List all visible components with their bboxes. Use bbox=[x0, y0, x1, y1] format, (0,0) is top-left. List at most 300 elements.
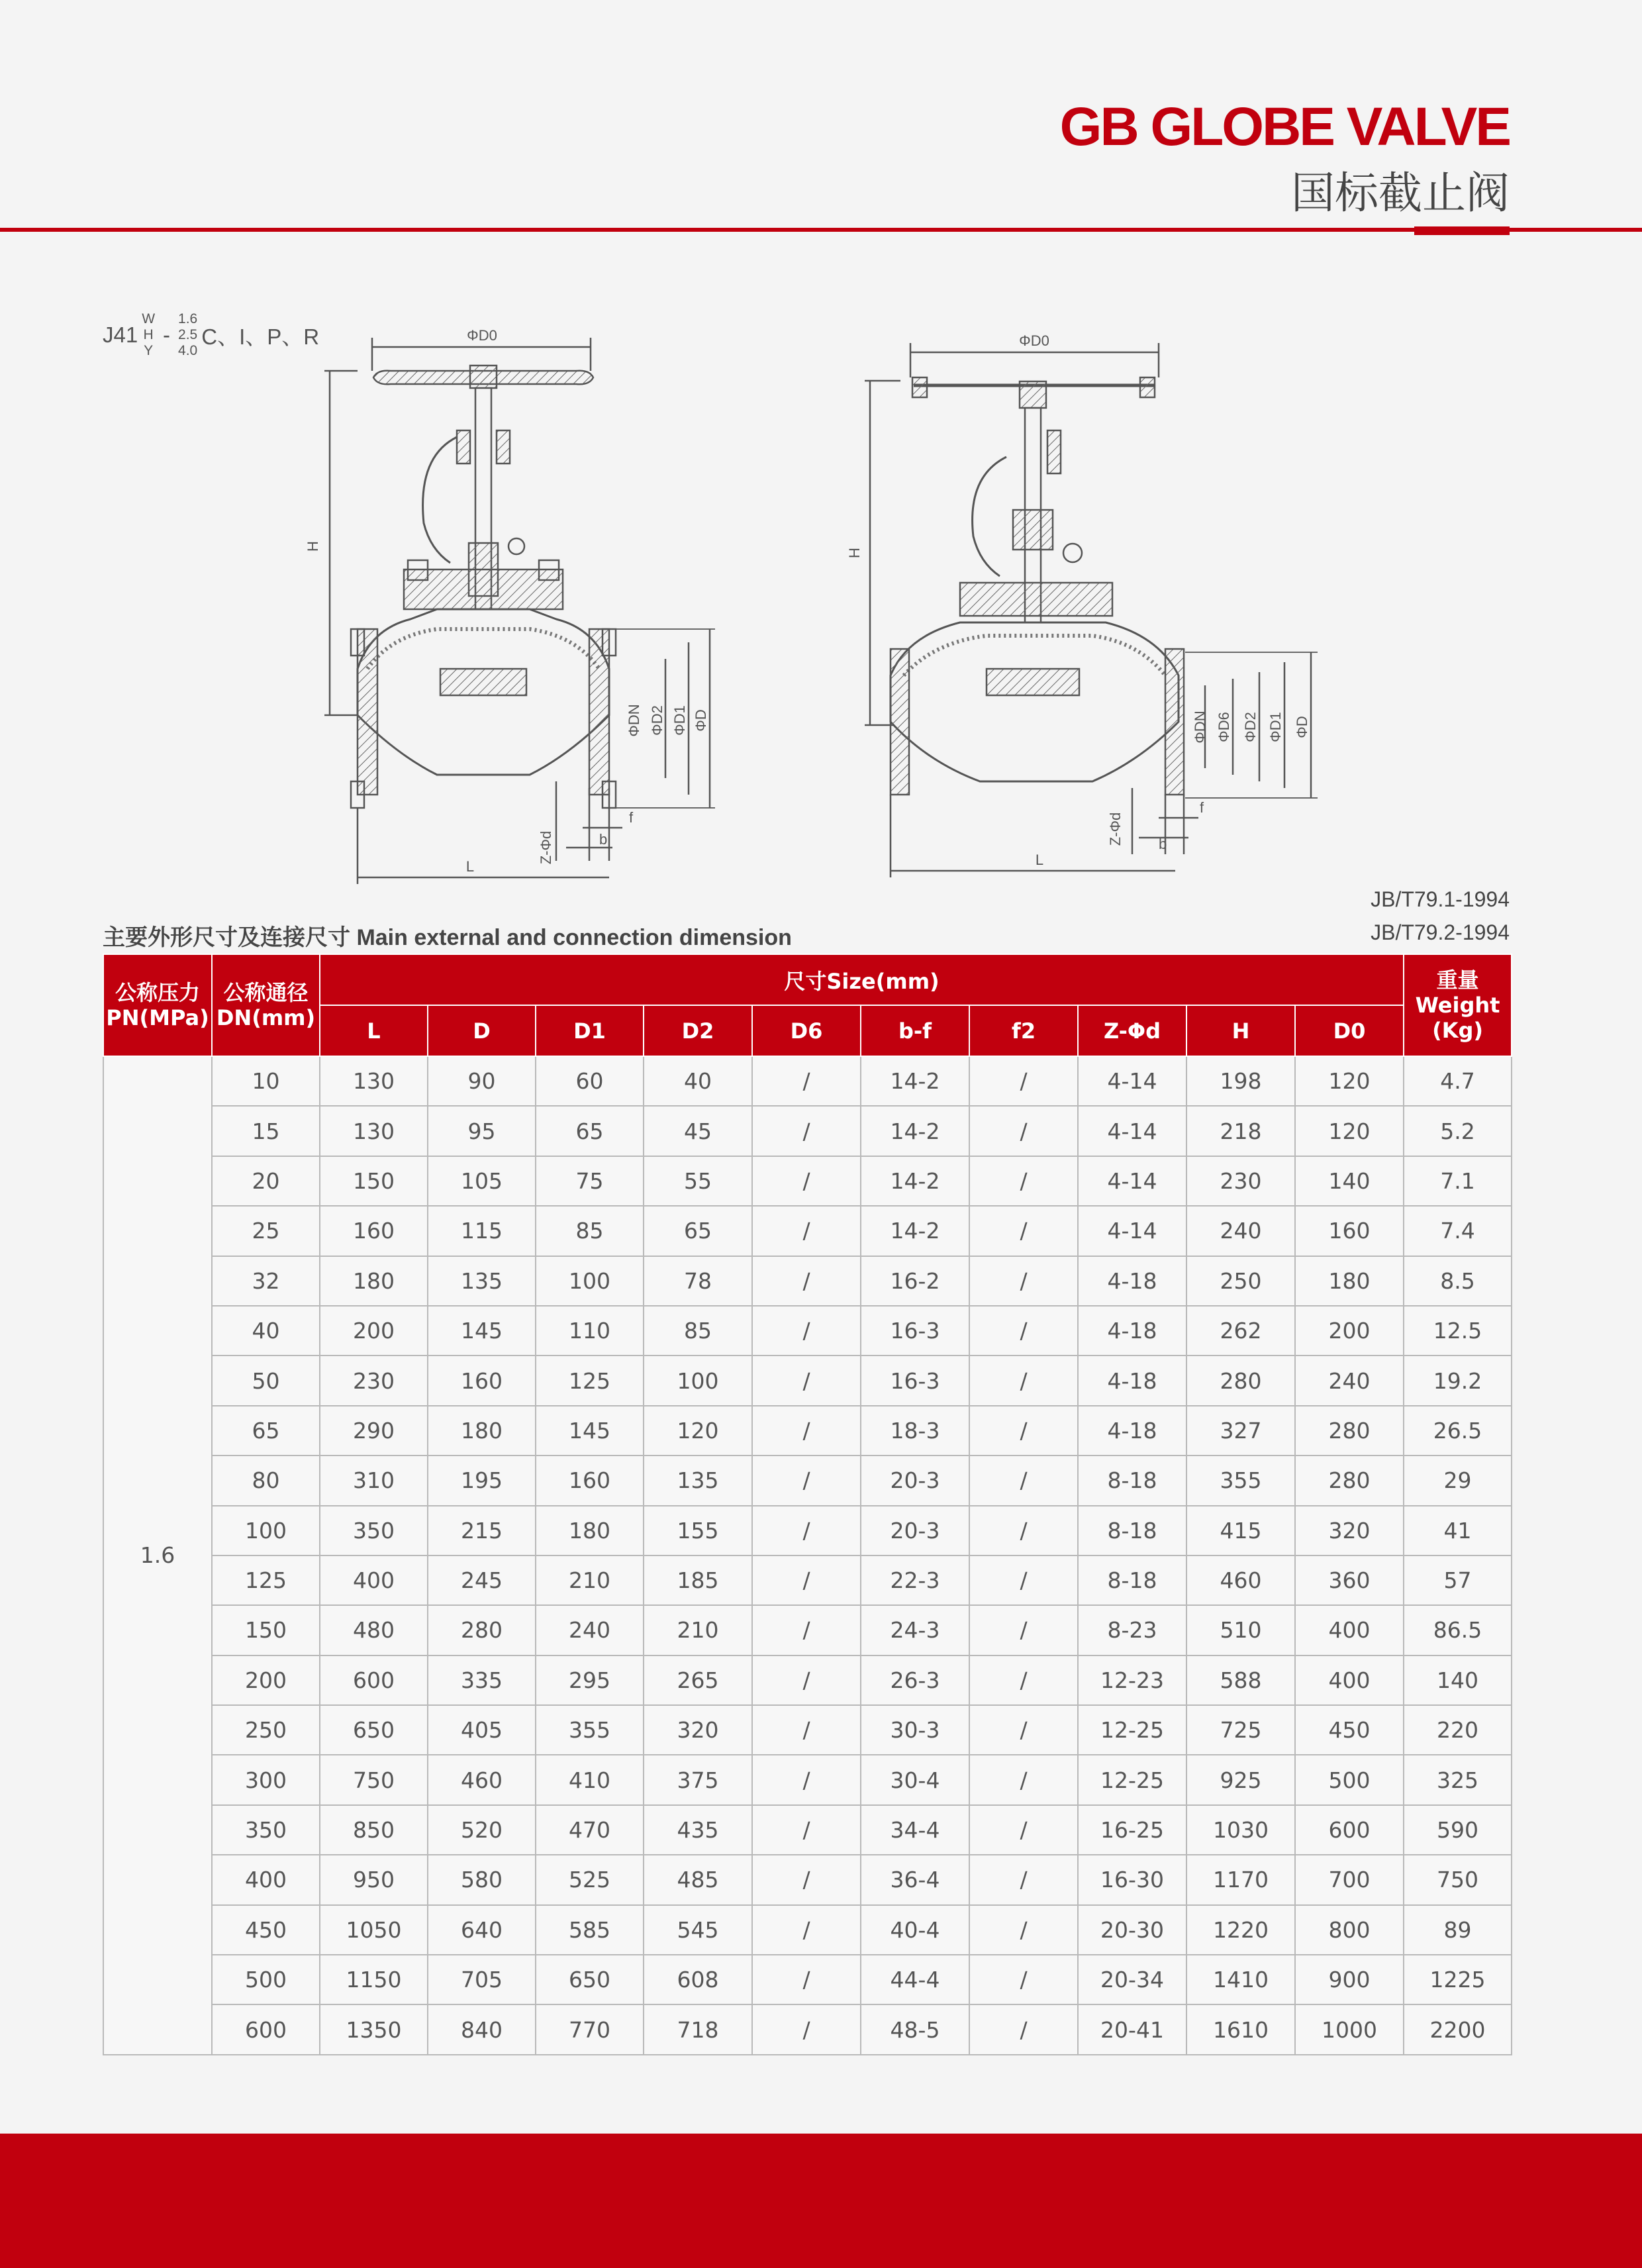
table-cell: 20-30 bbox=[1078, 1905, 1186, 1955]
header-dn: 公称通径 DN(mm) bbox=[212, 954, 320, 1056]
table-cell: / bbox=[752, 1555, 861, 1605]
table-cell: 200 bbox=[212, 1655, 320, 1705]
table-cell: 1050 bbox=[320, 1905, 428, 1955]
table-cell: 1410 bbox=[1186, 1955, 1295, 2004]
table-row bbox=[103, 1705, 1512, 1755]
table-cell: 470 bbox=[536, 1805, 644, 1855]
table-cell: 925 bbox=[1186, 1755, 1295, 1804]
table-cell: / bbox=[969, 1805, 1078, 1855]
table-cell: 520 bbox=[428, 1805, 536, 1855]
table-cell: 4-14 bbox=[1078, 1106, 1186, 1156]
table-cell: 640 bbox=[428, 1905, 536, 1955]
table-row bbox=[103, 1455, 1512, 1505]
table-cell: 65 bbox=[644, 1206, 752, 1256]
model-prefix: J41 bbox=[103, 322, 138, 347]
table-cell: 16-3 bbox=[861, 1356, 969, 1405]
table-cell: 350 bbox=[320, 1506, 428, 1555]
table-cell: 480 bbox=[320, 1605, 428, 1655]
table-cell: 250 bbox=[1186, 1256, 1295, 1306]
table-cell: 185 bbox=[644, 1555, 752, 1605]
table-cell: 800 bbox=[1295, 1905, 1404, 1955]
table-cell: 4-18 bbox=[1078, 1256, 1186, 1306]
table-cell: / bbox=[969, 1356, 1078, 1405]
model-materials: W H Y bbox=[142, 311, 156, 358]
column-header: D1 bbox=[536, 1005, 644, 1056]
table-cell: 900 bbox=[1295, 1955, 1404, 2004]
dim-label-d1-alt: ΦD1 bbox=[1267, 712, 1284, 742]
table-cell: 280 bbox=[1186, 1356, 1295, 1405]
table-cell: 110 bbox=[536, 1306, 644, 1356]
dim-label-d1: ΦD1 bbox=[671, 705, 688, 736]
table-cell: 510 bbox=[1186, 1605, 1295, 1655]
dim-label-f-alt: f bbox=[1200, 799, 1204, 816]
table-cell: 80 bbox=[212, 1455, 320, 1505]
table-cell: 4.7 bbox=[1404, 1056, 1512, 1106]
table-cell: 100 bbox=[212, 1506, 320, 1555]
table-cell: 600 bbox=[320, 1655, 428, 1705]
table-cell: 265 bbox=[644, 1655, 752, 1705]
footer-bar bbox=[0, 2134, 1642, 2268]
table-cell: 30-4 bbox=[861, 1755, 969, 1804]
table-cell: 140 bbox=[1295, 1156, 1404, 1206]
table-cell: / bbox=[969, 1705, 1078, 1755]
table-cell: 415 bbox=[1186, 1506, 1295, 1555]
dim-label-h: H bbox=[305, 541, 321, 552]
table-cell: 230 bbox=[320, 1356, 428, 1405]
table-cell: / bbox=[752, 1356, 861, 1405]
header-pn: 公称压力 PN(MPa) bbox=[103, 954, 212, 1056]
table-cell: 50 bbox=[212, 1356, 320, 1405]
table-cell: 180 bbox=[320, 1256, 428, 1306]
table-cell: 12-23 bbox=[1078, 1655, 1186, 1705]
table-cell: 8.5 bbox=[1404, 1256, 1512, 1306]
dim-label-zd: Z-Φd bbox=[538, 830, 554, 865]
dim-label-l: L bbox=[465, 858, 475, 875]
table-cell: 140 bbox=[1404, 1655, 1512, 1705]
table-cell: 1350 bbox=[320, 2004, 428, 2054]
table-caption: 主要外形尺寸及连接尺寸 Main external and connection dimension bbox=[103, 925, 792, 950]
table-cell: 26-3 bbox=[861, 1655, 969, 1705]
table-row bbox=[103, 1755, 1512, 1804]
table-cell: 410 bbox=[536, 1755, 644, 1804]
table-cell: 280 bbox=[1295, 1406, 1404, 1455]
table-row bbox=[103, 1805, 1512, 1855]
table-cell: 230 bbox=[1186, 1156, 1295, 1206]
table-cell: 240 bbox=[1186, 1206, 1295, 1256]
dim-label-d-alt: ΦD bbox=[1294, 716, 1310, 738]
table-cell: 360 bbox=[1295, 1555, 1404, 1605]
header-weight: 重量 Weight (Kg) bbox=[1404, 954, 1512, 1056]
table-row bbox=[103, 1506, 1512, 1555]
table-cell: 40 bbox=[644, 1056, 752, 1106]
table-cell: 65 bbox=[536, 1106, 644, 1156]
table-cell: 75 bbox=[536, 1156, 644, 1206]
standard-ref-2: JB/T79.2-1994 bbox=[1371, 920, 1510, 944]
table-cell: / bbox=[969, 2004, 1078, 2054]
dim-label-b-alt: b bbox=[1159, 836, 1167, 852]
table-cell: 34-4 bbox=[861, 1805, 969, 1855]
table-cell: 10 bbox=[212, 1056, 320, 1106]
table-cell: / bbox=[752, 1256, 861, 1306]
table-cell: 18-3 bbox=[861, 1406, 969, 1455]
table-cell: 85 bbox=[644, 1306, 752, 1356]
table-cell: / bbox=[752, 2004, 861, 2054]
table-cell: 250 bbox=[212, 1705, 320, 1755]
table-cell: 485 bbox=[644, 1855, 752, 1904]
table-cell: 48-5 bbox=[861, 2004, 969, 2054]
table-cell: 12-25 bbox=[1078, 1755, 1186, 1804]
column-header: b-f bbox=[861, 1005, 969, 1056]
table-cell: 125 bbox=[536, 1356, 644, 1405]
table-cell: 400 bbox=[1295, 1605, 1404, 1655]
table-cell: 2200 bbox=[1404, 2004, 1512, 2054]
table-cell: / bbox=[969, 1855, 1078, 1904]
table-cell: 155 bbox=[644, 1506, 752, 1555]
table-cell: 290 bbox=[320, 1406, 428, 1455]
table-cell: 135 bbox=[644, 1455, 752, 1505]
table-cell: 750 bbox=[320, 1755, 428, 1804]
table-cell: 14-2 bbox=[861, 1206, 969, 1256]
table-cell: 1220 bbox=[1186, 1905, 1295, 1955]
table-row bbox=[103, 1356, 1512, 1405]
table-cell: / bbox=[752, 1655, 861, 1705]
table-cell: 55 bbox=[644, 1156, 752, 1206]
page-subtitle: 国标截止阀 bbox=[1291, 168, 1510, 217]
table-row bbox=[103, 1855, 1512, 1904]
table-cell: / bbox=[969, 1655, 1078, 1705]
dim-label-dn: ΦDN bbox=[626, 704, 642, 737]
table-row bbox=[103, 2004, 1512, 2054]
table-cell: 90 bbox=[428, 1056, 536, 1106]
table-cell: / bbox=[752, 1855, 861, 1904]
table-cell: / bbox=[752, 1755, 861, 1804]
table-cell: 585 bbox=[536, 1905, 644, 1955]
standard-ref-1: JB/T79.1-1994 bbox=[1371, 887, 1510, 911]
table-cell: 400 bbox=[320, 1555, 428, 1605]
table-cell: 218 bbox=[1186, 1106, 1295, 1156]
table-cell: 24-3 bbox=[861, 1605, 969, 1655]
table-cell: 30-3 bbox=[861, 1705, 969, 1755]
table-cell: 950 bbox=[320, 1855, 428, 1904]
column-header: Z-Φd bbox=[1078, 1005, 1186, 1056]
table-cell: / bbox=[752, 1156, 861, 1206]
table-cell: 150 bbox=[320, 1156, 428, 1206]
table-cell: / bbox=[969, 1056, 1078, 1106]
table-cell: 700 bbox=[1295, 1855, 1404, 1904]
model-code: J41 W H Y - 1.6 2.5 4.0 C、I、P、R bbox=[103, 311, 320, 358]
table-cell: 8-23 bbox=[1078, 1605, 1186, 1655]
table-cell: 4-18 bbox=[1078, 1306, 1186, 1356]
table-cell: 16-2 bbox=[861, 1256, 969, 1306]
table-cell: 160 bbox=[1295, 1206, 1404, 1256]
table-cell: 7.4 bbox=[1404, 1206, 1512, 1256]
dim-label-d0-alt: ΦD0 bbox=[1019, 332, 1049, 349]
table-cell: 500 bbox=[1295, 1755, 1404, 1804]
dim-label-d0: ΦD0 bbox=[467, 327, 497, 344]
table-cell: 86.5 bbox=[1404, 1605, 1512, 1655]
table-cell: 400 bbox=[1295, 1655, 1404, 1705]
table-cell: 7.1 bbox=[1404, 1156, 1512, 1206]
table-cell: 450 bbox=[1295, 1705, 1404, 1755]
table-cell: 335 bbox=[428, 1655, 536, 1705]
table-cell: 12.5 bbox=[1404, 1306, 1512, 1356]
pn-cell: 1.6 bbox=[103, 1056, 212, 2055]
table-cell: 280 bbox=[428, 1605, 536, 1655]
table-cell: 375 bbox=[644, 1755, 752, 1804]
dim-label-d2: ΦD2 bbox=[649, 705, 665, 736]
table-row bbox=[103, 1056, 1512, 1106]
table-cell: 200 bbox=[320, 1306, 428, 1356]
table-cell: 20-3 bbox=[861, 1455, 969, 1505]
table-cell: 89 bbox=[1404, 1905, 1512, 1955]
table-cell: 320 bbox=[644, 1705, 752, 1755]
table-cell: 14-2 bbox=[861, 1106, 969, 1156]
table-cell: / bbox=[752, 1905, 861, 1955]
table-cell: 20-41 bbox=[1078, 2004, 1186, 2054]
table-cell: 180 bbox=[1295, 1256, 1404, 1306]
table-cell: 725 bbox=[1186, 1705, 1295, 1755]
table-row bbox=[103, 1655, 1512, 1705]
column-header: L bbox=[320, 1005, 428, 1056]
table-cell: / bbox=[752, 1506, 861, 1555]
table-cell: / bbox=[969, 1506, 1078, 1555]
table-cell: / bbox=[969, 1555, 1078, 1605]
table-cell: / bbox=[969, 1905, 1078, 1955]
table-cell: 355 bbox=[1186, 1455, 1295, 1505]
table-cell: 125 bbox=[212, 1555, 320, 1605]
header-rule bbox=[0, 228, 1642, 232]
table-cell: 210 bbox=[536, 1555, 644, 1605]
column-header: D2 bbox=[644, 1005, 752, 1056]
table-cell: / bbox=[969, 1106, 1078, 1156]
table-cell: / bbox=[752, 1605, 861, 1655]
table-cell: 718 bbox=[644, 2004, 752, 2054]
table-cell: 1000 bbox=[1295, 2004, 1404, 2054]
table-row bbox=[103, 1905, 1512, 1955]
dim-label-b: b bbox=[599, 831, 608, 848]
dim-label-dn-alt: ΦDN bbox=[1192, 711, 1208, 744]
table-cell: 180 bbox=[428, 1406, 536, 1455]
header-size: 尺寸Size(mm) bbox=[320, 954, 1404, 1005]
valve-drawing-left bbox=[305, 324, 742, 894]
table-cell: 65 bbox=[212, 1406, 320, 1455]
table-row bbox=[103, 1555, 1512, 1605]
table-cell: 36-4 bbox=[861, 1855, 969, 1904]
table-cell: 405 bbox=[428, 1705, 536, 1755]
valve-section-diagram bbox=[305, 324, 742, 894]
table-cell: 4-14 bbox=[1078, 1056, 1186, 1106]
table-cell: 770 bbox=[536, 2004, 644, 2054]
column-header: D bbox=[428, 1005, 536, 1056]
table-cell: / bbox=[969, 1955, 1078, 2004]
table-cell: 600 bbox=[212, 2004, 320, 2054]
table-cell: 8-18 bbox=[1078, 1455, 1186, 1505]
column-header: H bbox=[1186, 1005, 1295, 1056]
table-cell: / bbox=[969, 1306, 1078, 1356]
table-cell: 41 bbox=[1404, 1506, 1512, 1555]
table-cell: 215 bbox=[428, 1506, 536, 1555]
table-cell: 130 bbox=[320, 1056, 428, 1106]
table-row bbox=[103, 1306, 1512, 1356]
column-header: D0 bbox=[1295, 1005, 1404, 1056]
table-cell: / bbox=[969, 1206, 1078, 1256]
table-cell: 45 bbox=[644, 1106, 752, 1156]
table-cell: 195 bbox=[428, 1455, 536, 1505]
header-rule-accent bbox=[1414, 226, 1510, 235]
table-cell: 245 bbox=[428, 1555, 536, 1605]
table-cell: 210 bbox=[644, 1605, 752, 1655]
table-cell: 460 bbox=[1186, 1555, 1295, 1605]
table-row bbox=[103, 1256, 1512, 1306]
table-cell: 20-34 bbox=[1078, 1955, 1186, 2004]
table-cell: 20-3 bbox=[861, 1506, 969, 1555]
table-cell: 145 bbox=[536, 1406, 644, 1455]
table-cell: 850 bbox=[320, 1805, 428, 1855]
table-cell: 78 bbox=[644, 1256, 752, 1306]
table-cell: / bbox=[969, 1256, 1078, 1306]
table-cell: 355 bbox=[536, 1705, 644, 1755]
table-cell: 16-30 bbox=[1078, 1855, 1186, 1904]
table-cell: / bbox=[752, 1455, 861, 1505]
table-cell: 40 bbox=[212, 1306, 320, 1356]
table-cell: 44-4 bbox=[861, 1955, 969, 2004]
table-cell: / bbox=[752, 1406, 861, 1455]
table-cell: 435 bbox=[644, 1805, 752, 1855]
table-cell: 310 bbox=[320, 1455, 428, 1505]
table-cell: 40-4 bbox=[861, 1905, 969, 1955]
table-cell: 1170 bbox=[1186, 1855, 1295, 1904]
dim-label-l-alt: L bbox=[1035, 852, 1044, 868]
table-cell: 26.5 bbox=[1404, 1406, 1512, 1455]
table-cell: 295 bbox=[536, 1655, 644, 1705]
table-cell: 240 bbox=[536, 1605, 644, 1655]
table-row bbox=[103, 1605, 1512, 1655]
table-cell: 5.2 bbox=[1404, 1106, 1512, 1156]
table-cell: 14-2 bbox=[861, 1056, 969, 1106]
dim-label-d: ΦD bbox=[693, 709, 709, 732]
table-cell: 60 bbox=[536, 1056, 644, 1106]
table-cell: 500 bbox=[212, 1955, 320, 2004]
table-cell: 120 bbox=[1295, 1056, 1404, 1106]
page-title: GB GLOBE VALVE bbox=[1059, 97, 1510, 157]
table-cell: 120 bbox=[1295, 1106, 1404, 1156]
table-cell: 590 bbox=[1404, 1805, 1512, 1855]
valve-section-diagram-alt bbox=[846, 331, 1344, 887]
table-cell: / bbox=[752, 1206, 861, 1256]
table-cell: / bbox=[969, 1455, 1078, 1505]
table-cell: 19.2 bbox=[1404, 1356, 1512, 1405]
table-cell: / bbox=[969, 1605, 1078, 1655]
table-cell: 350 bbox=[212, 1805, 320, 1855]
table-cell: 580 bbox=[428, 1855, 536, 1904]
table-cell: 4-18 bbox=[1078, 1406, 1186, 1455]
table-cell: 16-25 bbox=[1078, 1805, 1186, 1855]
table-cell: 8-18 bbox=[1078, 1555, 1186, 1605]
table-cell: 300 bbox=[212, 1755, 320, 1804]
table-cell: 1150 bbox=[320, 1955, 428, 2004]
table-row bbox=[103, 1955, 1512, 2004]
table-cell: / bbox=[969, 1156, 1078, 1206]
table-cell: 115 bbox=[428, 1206, 536, 1256]
table-cell: 200 bbox=[1295, 1306, 1404, 1356]
table-cell: 22-3 bbox=[861, 1555, 969, 1605]
table-cell: / bbox=[969, 1755, 1078, 1804]
table-row bbox=[103, 1406, 1512, 1455]
dim-label-d6: ΦD6 bbox=[1216, 712, 1232, 742]
table-cell: 320 bbox=[1295, 1506, 1404, 1555]
table-row bbox=[103, 1156, 1512, 1206]
table-cell: 180 bbox=[536, 1506, 644, 1555]
dim-label-f: f bbox=[629, 809, 634, 826]
table-cell: 588 bbox=[1186, 1655, 1295, 1705]
dim-label-h-alt: H bbox=[846, 548, 863, 558]
table-cell: 32 bbox=[212, 1256, 320, 1306]
table-cell: 650 bbox=[320, 1705, 428, 1755]
table-cell: 15 bbox=[212, 1106, 320, 1156]
table-cell: 150 bbox=[212, 1605, 320, 1655]
column-header: D6 bbox=[752, 1005, 861, 1056]
table-cell: 608 bbox=[644, 1955, 752, 2004]
table-cell: 25 bbox=[212, 1206, 320, 1256]
table-cell: 327 bbox=[1186, 1406, 1295, 1455]
table-cell: 16-3 bbox=[861, 1306, 969, 1356]
table-cell: 1610 bbox=[1186, 2004, 1295, 2054]
model-pressures: 1.6 2.5 4.0 bbox=[178, 311, 198, 358]
table-cell: 1030 bbox=[1186, 1805, 1295, 1855]
valve-drawing-right bbox=[846, 331, 1344, 887]
table-cell: 525 bbox=[536, 1855, 644, 1904]
dim-label-zd-alt: Z-Φd bbox=[1107, 812, 1124, 846]
table-row bbox=[103, 1206, 1512, 1256]
column-header: f2 bbox=[969, 1005, 1078, 1056]
table-cell: 8-18 bbox=[1078, 1506, 1186, 1555]
table-cell: 135 bbox=[428, 1256, 536, 1306]
table-cell: 160 bbox=[428, 1356, 536, 1405]
table-cell: / bbox=[752, 1805, 861, 1855]
table-cell: 130 bbox=[320, 1106, 428, 1156]
table-cell: 20 bbox=[212, 1156, 320, 1206]
table-cell: 280 bbox=[1295, 1455, 1404, 1505]
table-cell: 100 bbox=[536, 1256, 644, 1306]
table-cell: 14-2 bbox=[861, 1156, 969, 1206]
table-cell: 650 bbox=[536, 1955, 644, 2004]
table-cell: 240 bbox=[1295, 1356, 1404, 1405]
table-cell: 262 bbox=[1186, 1306, 1295, 1356]
table-cell: 4-14 bbox=[1078, 1156, 1186, 1206]
table-cell: 95 bbox=[428, 1106, 536, 1156]
table-cell: 220 bbox=[1404, 1705, 1512, 1755]
table-cell: 325 bbox=[1404, 1755, 1512, 1804]
table-cell: 1225 bbox=[1404, 1955, 1512, 2004]
table-cell: 705 bbox=[428, 1955, 536, 2004]
table-cell: 29 bbox=[1404, 1455, 1512, 1505]
table-cell: 105 bbox=[428, 1156, 536, 1206]
table-cell: 450 bbox=[212, 1905, 320, 1955]
table-cell: 57 bbox=[1404, 1555, 1512, 1605]
table-cell: 85 bbox=[536, 1206, 644, 1256]
table-cell: 460 bbox=[428, 1755, 536, 1804]
table-cell: 4-14 bbox=[1078, 1206, 1186, 1256]
table-cell: / bbox=[752, 1106, 861, 1156]
table-cell: 145 bbox=[428, 1306, 536, 1356]
table-cell: 400 bbox=[212, 1855, 320, 1904]
table-cell: 120 bbox=[644, 1406, 752, 1455]
table-row bbox=[103, 1106, 1512, 1156]
table-cell: 545 bbox=[644, 1905, 752, 1955]
model-suffix: C、I、P、R bbox=[201, 324, 320, 349]
table-cell: 160 bbox=[536, 1455, 644, 1505]
table-cell: / bbox=[752, 1306, 861, 1356]
